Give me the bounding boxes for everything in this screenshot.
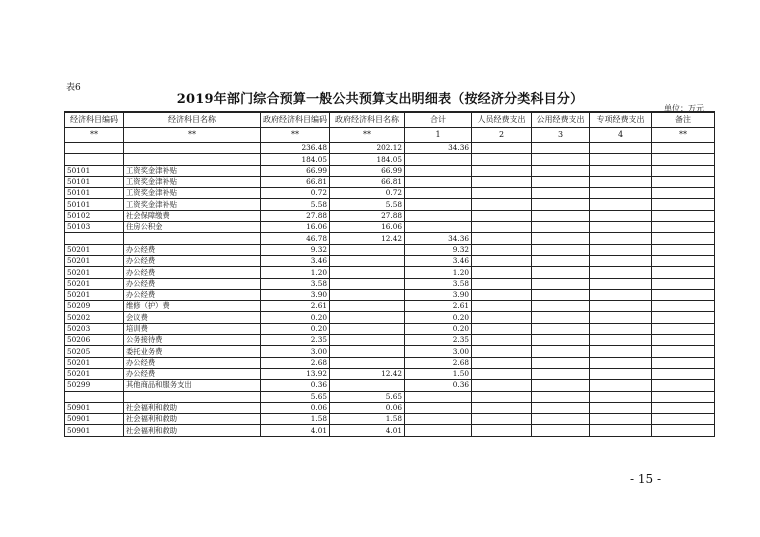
- table-cell: [532, 346, 590, 357]
- table-cell: [590, 188, 652, 199]
- table-cell: [652, 233, 715, 244]
- table-cell: [65, 391, 124, 402]
- table-cell: 16.06: [261, 222, 330, 233]
- table-cell: [532, 278, 590, 289]
- table-row: [65, 176, 715, 187]
- table-cell: [652, 402, 715, 413]
- table-row: [65, 301, 715, 312]
- table-cell: [652, 143, 715, 154]
- table-cell: 0.06: [330, 402, 405, 413]
- table-cell: 50101: [65, 188, 124, 199]
- table-cell: [590, 278, 652, 289]
- table-cell: 2.68: [405, 357, 472, 368]
- table-cell: 办公经费: [124, 267, 261, 278]
- table-cell: 3.90: [261, 289, 330, 300]
- table-cell: [472, 312, 532, 323]
- table-cell: [405, 425, 472, 436]
- table-cell: [124, 143, 261, 154]
- table-cell: 2.35: [405, 335, 472, 346]
- table-row: [65, 199, 715, 210]
- table-cell: [652, 425, 715, 436]
- table-cell: 3.90: [405, 289, 472, 300]
- table-cell: 工资奖金津补贴: [124, 176, 261, 187]
- table-cell: [652, 414, 715, 425]
- table-row: [65, 312, 715, 323]
- table-cell: 34.36: [405, 143, 472, 154]
- table-cell: [590, 346, 652, 357]
- column-header: 备注: [652, 112, 715, 128]
- table-row: [65, 154, 715, 165]
- table-cell: [472, 357, 532, 368]
- table-cell: [652, 278, 715, 289]
- table-cell: [532, 233, 590, 244]
- table-row: [65, 425, 715, 436]
- table-cell: 其他商品和服务支出: [124, 380, 261, 391]
- table-cell: [472, 414, 532, 425]
- table-cell: 办公经费: [124, 278, 261, 289]
- index-cell: **: [261, 128, 330, 143]
- table-cell: 2.68: [261, 357, 330, 368]
- table-cell: [532, 391, 590, 402]
- table-cell: [652, 176, 715, 187]
- table-cell: [590, 154, 652, 165]
- table-cell: [590, 222, 652, 233]
- table-cell: [532, 414, 590, 425]
- table-cell: 5.65: [261, 391, 330, 402]
- table-cell: [472, 368, 532, 379]
- table-cell: [330, 301, 405, 312]
- column-header: 人员经费支出: [472, 112, 532, 128]
- table-cell: [590, 402, 652, 413]
- table-row: [65, 222, 715, 233]
- table-cell: [532, 402, 590, 413]
- table-cell: [532, 176, 590, 187]
- table-cell: [532, 255, 590, 266]
- table-cell: [472, 289, 532, 300]
- table-cell: 50901: [65, 402, 124, 413]
- index-cell: **: [330, 128, 405, 143]
- table-cell: [652, 368, 715, 379]
- table-cell: [532, 154, 590, 165]
- table-cell: [472, 267, 532, 278]
- table-cell: 34.36: [405, 233, 472, 244]
- table-cell: [652, 199, 715, 210]
- table-row: [65, 255, 715, 266]
- table-cell: 3.00: [261, 346, 330, 357]
- table-cell: 184.05: [330, 154, 405, 165]
- table-cell: 50201: [65, 255, 124, 266]
- table-cell: 住房公积金: [124, 222, 261, 233]
- table-cell: 16.06: [330, 222, 405, 233]
- table-cell: [330, 380, 405, 391]
- column-header: 合计: [405, 112, 472, 128]
- table-cell: 2.61: [261, 301, 330, 312]
- table-label: 表6: [66, 83, 81, 93]
- table-cell: [65, 154, 124, 165]
- index-cell: 3: [532, 128, 590, 143]
- table-cell: 办公经费: [124, 244, 261, 255]
- column-header: 经济科目名称: [124, 112, 261, 128]
- table-cell: 9.32: [405, 244, 472, 255]
- table-cell: [532, 323, 590, 334]
- table-row: [65, 391, 715, 402]
- table-cell: [472, 323, 532, 334]
- table-cell: [590, 323, 652, 334]
- table-cell: [405, 222, 472, 233]
- table-cell: [652, 154, 715, 165]
- table-cell: [532, 312, 590, 323]
- index-cell: **: [65, 128, 124, 143]
- expenditure-table: [64, 111, 715, 437]
- table-cell: [590, 391, 652, 402]
- table-cell: [532, 244, 590, 255]
- table-cell: [330, 244, 405, 255]
- table-cell: [472, 165, 532, 176]
- table-cell: [532, 289, 590, 300]
- table-cell: [652, 244, 715, 255]
- table-row: [65, 357, 715, 368]
- table-cell: [65, 143, 124, 154]
- table-cell: 5.65: [330, 391, 405, 402]
- table-cell: 50201: [65, 289, 124, 300]
- table-cell: 50101: [65, 165, 124, 176]
- table-cell: 办公经费: [124, 289, 261, 300]
- table-cell: [532, 380, 590, 391]
- table-cell: 50201: [65, 278, 124, 289]
- column-header: 专项经费支出: [590, 112, 652, 128]
- table-cell: 办公经费: [124, 255, 261, 266]
- table-cell: [652, 222, 715, 233]
- table-cell: [330, 335, 405, 346]
- column-header: 政府经济科目编码: [261, 112, 330, 128]
- header-row: [65, 112, 715, 128]
- table-cell: 0.36: [405, 380, 472, 391]
- table-cell: 50299: [65, 380, 124, 391]
- table-cell: [472, 154, 532, 165]
- table-cell: [472, 255, 532, 266]
- table-cell: [652, 335, 715, 346]
- table-cell: 3.46: [261, 255, 330, 266]
- table-cell: [330, 323, 405, 334]
- table-cell: 50201: [65, 357, 124, 368]
- table-cell: [405, 154, 472, 165]
- table-row: [65, 335, 715, 346]
- table-cell: 50901: [65, 425, 124, 436]
- table-cell: 公务接待费: [124, 335, 261, 346]
- table-cell: 1.20: [405, 267, 472, 278]
- table-cell: [652, 380, 715, 391]
- table-cell: [652, 267, 715, 278]
- table-cell: [590, 312, 652, 323]
- table-cell: 3.58: [405, 278, 472, 289]
- table-cell: [472, 391, 532, 402]
- table-cell: 2.35: [261, 335, 330, 346]
- index-cell: 2: [472, 128, 532, 143]
- table-cell: [405, 414, 472, 425]
- table-cell: 会议费: [124, 312, 261, 323]
- table-cell: 4.01: [261, 425, 330, 436]
- table-cell: [472, 233, 532, 244]
- table-cell: [652, 188, 715, 199]
- table-cell: 0.72: [330, 188, 405, 199]
- table-cell: 66.81: [330, 176, 405, 187]
- table-cell: [590, 176, 652, 187]
- table-cell: 0.72: [261, 188, 330, 199]
- table-cell: [330, 278, 405, 289]
- table-cell: [472, 244, 532, 255]
- table-cell: 工资奖金津补贴: [124, 188, 261, 199]
- table-cell: [590, 143, 652, 154]
- table-row: [65, 346, 715, 357]
- table-cell: [652, 289, 715, 300]
- table-cell: [590, 210, 652, 221]
- table-cell: 培训费: [124, 323, 261, 334]
- table-cell: 50103: [65, 222, 124, 233]
- table-cell: [330, 312, 405, 323]
- table-cell: [330, 255, 405, 266]
- table-cell: [652, 312, 715, 323]
- table-cell: 2.61: [405, 301, 472, 312]
- page-number: - 15 -: [630, 472, 662, 486]
- table-row: [65, 233, 715, 244]
- table-cell: 50101: [65, 176, 124, 187]
- table-cell: [590, 244, 652, 255]
- table-cell: [472, 301, 532, 312]
- table-cell: [532, 357, 590, 368]
- table-cell: [405, 402, 472, 413]
- table-cell: 1.50: [405, 368, 472, 379]
- table-row: [65, 210, 715, 221]
- table-row: [65, 267, 715, 278]
- table-cell: [652, 323, 715, 334]
- table-cell: [405, 199, 472, 210]
- table-cell: [532, 425, 590, 436]
- table-cell: [472, 210, 532, 221]
- table-cell: 236.48: [261, 143, 330, 154]
- table-row: [65, 289, 715, 300]
- table-row: [65, 323, 715, 334]
- table-cell: [532, 165, 590, 176]
- table-cell: [472, 346, 532, 357]
- table-cell: 66.99: [330, 165, 405, 176]
- table-cell: 社会福利和救助: [124, 402, 261, 413]
- table-cell: [590, 425, 652, 436]
- table-cell: [652, 346, 715, 357]
- table-cell: 50201: [65, 368, 124, 379]
- table-cell: 1.58: [261, 414, 330, 425]
- table-cell: 13.92: [261, 368, 330, 379]
- table-cell: 维修（护）费: [124, 301, 261, 312]
- table-cell: 社会福利和救助: [124, 414, 261, 425]
- table-cell: [652, 255, 715, 266]
- index-cell: 1: [405, 128, 472, 143]
- table-cell: [590, 380, 652, 391]
- table-cell: [532, 368, 590, 379]
- table-cell: 社会保障缴费: [124, 210, 261, 221]
- table-row: [65, 368, 715, 379]
- table-cell: [532, 222, 590, 233]
- table-cell: 0.20: [261, 323, 330, 334]
- table-cell: [330, 346, 405, 357]
- table-cell: [590, 301, 652, 312]
- table-cell: [590, 199, 652, 210]
- table-cell: 办公经费: [124, 368, 261, 379]
- table-cell: 12.42: [330, 368, 405, 379]
- table-cell: [652, 165, 715, 176]
- table-cell: [124, 391, 261, 402]
- table-cell: [652, 391, 715, 402]
- table-cell: [405, 391, 472, 402]
- unit-label: 单位：万元: [664, 104, 704, 113]
- table-cell: 委托业务费: [124, 346, 261, 357]
- document-title: 2019年部门综合预算一般公共预算支出明细表（按经济分类科目分）: [176, 92, 584, 107]
- table-cell: 工资奖金津补贴: [124, 165, 261, 176]
- table-cell: [532, 301, 590, 312]
- table-cell: [590, 289, 652, 300]
- table-cell: 0.36: [261, 380, 330, 391]
- table-cell: 50209: [65, 301, 124, 312]
- table-cell: [532, 188, 590, 199]
- table-cell: [330, 289, 405, 300]
- table-cell: 工资奖金津补贴: [124, 199, 261, 210]
- table-cell: 66.81: [261, 176, 330, 187]
- table-cell: [590, 165, 652, 176]
- table-cell: [472, 380, 532, 391]
- table-cell: [124, 233, 261, 244]
- table-cell: 50203: [65, 323, 124, 334]
- table-cell: [590, 233, 652, 244]
- table-cell: [472, 278, 532, 289]
- column-header: 政府经济科目名称: [330, 112, 405, 128]
- table-cell: [652, 357, 715, 368]
- table-cell: [405, 210, 472, 221]
- table-cell: [652, 210, 715, 221]
- table-cell: 0.20: [261, 312, 330, 323]
- table-cell: 50205: [65, 346, 124, 357]
- table-cell: [472, 188, 532, 199]
- table-cell: [472, 335, 532, 346]
- table-cell: 3.46: [405, 255, 472, 266]
- table-cell: 0.20: [405, 312, 472, 323]
- table-cell: 27.88: [261, 210, 330, 221]
- table-cell: [590, 267, 652, 278]
- table-cell: [472, 402, 532, 413]
- table-cell: [590, 368, 652, 379]
- table-cell: 50201: [65, 267, 124, 278]
- table-cell: 184.05: [261, 154, 330, 165]
- table-cell: [472, 222, 532, 233]
- table-row: [65, 278, 715, 289]
- table-cell: 50901: [65, 414, 124, 425]
- table-cell: 0.06: [261, 402, 330, 413]
- table-cell: [472, 199, 532, 210]
- column-header: 公用经费支出: [532, 112, 590, 128]
- table-cell: [532, 210, 590, 221]
- table-cell: 0.20: [405, 323, 472, 334]
- table-cell: 办公经费: [124, 357, 261, 368]
- index-cell: **: [652, 128, 715, 143]
- table-cell: 5.58: [261, 199, 330, 210]
- table-cell: [590, 255, 652, 266]
- table-cell: [472, 425, 532, 436]
- table-cell: [590, 414, 652, 425]
- table-row: [65, 165, 715, 176]
- table-cell: [652, 301, 715, 312]
- table-row: [65, 402, 715, 413]
- table-cell: [405, 165, 472, 176]
- table-cell: 202.12: [330, 143, 405, 154]
- table-cell: 1.20: [261, 267, 330, 278]
- index-cell: 4: [590, 128, 652, 143]
- table-cell: 50201: [65, 244, 124, 255]
- table-cell: 46.78: [261, 233, 330, 244]
- table-cell: 1.58: [330, 414, 405, 425]
- table-cell: 27.88: [330, 210, 405, 221]
- table-cell: [532, 199, 590, 210]
- table-row: [65, 380, 715, 391]
- table-cell: [590, 335, 652, 346]
- table-cell: 5.58: [330, 199, 405, 210]
- table-row: [65, 188, 715, 199]
- table-row: [65, 414, 715, 425]
- table-cell: [590, 357, 652, 368]
- table-cell: [405, 176, 472, 187]
- table-cell: 50206: [65, 335, 124, 346]
- table-cell: [124, 154, 261, 165]
- table-row: [65, 244, 715, 255]
- table-cell: [330, 357, 405, 368]
- index-cell: **: [124, 128, 261, 143]
- table-cell: [472, 176, 532, 187]
- table-cell: [532, 143, 590, 154]
- index-row: [65, 128, 715, 143]
- table-row: [65, 143, 715, 154]
- table-cell: 社会福利和救助: [124, 425, 261, 436]
- table-cell: [532, 335, 590, 346]
- table-cell: [330, 267, 405, 278]
- table-cell: 50101: [65, 199, 124, 210]
- table-cell: 4.01: [330, 425, 405, 436]
- table-cell: [65, 233, 124, 244]
- table-cell: 9.32: [261, 244, 330, 255]
- column-header: 经济科目编码: [65, 112, 124, 128]
- table-cell: 3.58: [261, 278, 330, 289]
- table-cell: [472, 143, 532, 154]
- table-cell: 66.99: [261, 165, 330, 176]
- table-cell: [532, 267, 590, 278]
- table-cell: 3.00: [405, 346, 472, 357]
- table-cell: 50202: [65, 312, 124, 323]
- table-cell: 50102: [65, 210, 124, 221]
- table-cell: 12.42: [330, 233, 405, 244]
- table-cell: [405, 188, 472, 199]
